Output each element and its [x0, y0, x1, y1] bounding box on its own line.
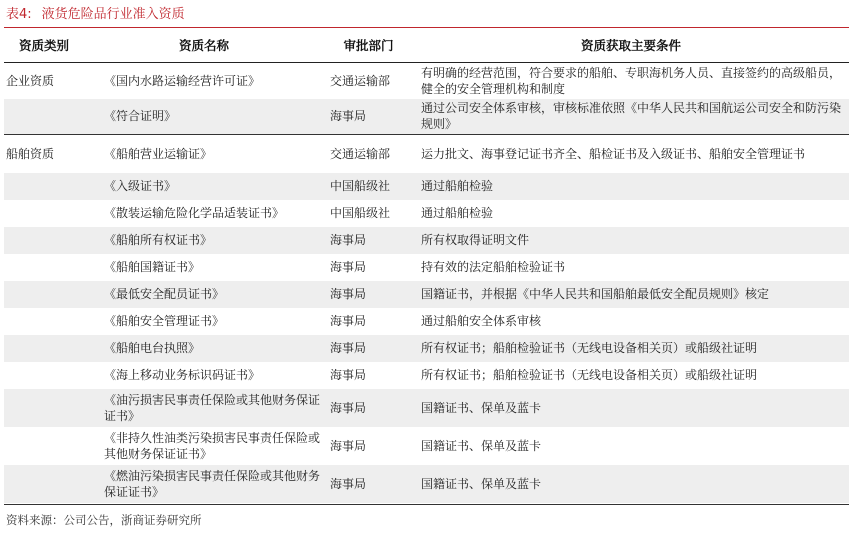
- cell-category: [4, 254, 84, 281]
- table-row: [4, 254, 849, 281]
- cell-dept: 交通运输部: [330, 73, 391, 88]
- header-category: 资质类别: [4, 28, 84, 63]
- table-row: [4, 362, 849, 389]
- cell-condition: 持有效的法定船舶检验证书: [421, 260, 566, 274]
- table-row: [4, 465, 849, 503]
- table-row: [4, 308, 849, 335]
- cell-dept: 海事局: [324, 465, 413, 503]
- cell-name: 《入级证书》: [84, 173, 324, 200]
- cell-name: 《船舶电台执照》: [84, 335, 324, 362]
- cell-condition: 所有权证书；船舶检验证书（无线电设备相关页）或船级社证明: [421, 368, 758, 382]
- cell-dept: 海事局: [330, 368, 367, 382]
- cell-dept: 海事局: [324, 389, 413, 427]
- cell-condition: 通过船舶检验: [413, 173, 849, 200]
- cell-dept: 交通运输部: [324, 135, 413, 173]
- cell-name: 《船舶国籍证书》: [104, 260, 201, 274]
- table-title: [6, 4, 185, 26]
- header-condition: 资质获取主要条件: [413, 28, 849, 63]
- cell-category: [4, 362, 84, 389]
- cell-condition: 所有权证书；船舶检验证书（无线电设备相关页）或船级社证明: [413, 335, 849, 362]
- cell-name: 《海上移动业务标识码证书》: [104, 368, 261, 382]
- table-row: [4, 135, 849, 173]
- cell-dept: 海事局: [330, 314, 367, 328]
- cell-condition: 通过船舶检验: [421, 206, 494, 220]
- cell-dept: 海事局: [330, 438, 367, 453]
- cell-dept: 中国船级社: [330, 206, 391, 220]
- cell-category: 船舶资质: [4, 135, 84, 173]
- cell-condition: 运力批文、海事登记证书齐全、船检证书及入级证书、船舶安全管理证书: [413, 135, 849, 173]
- cell-condition: 国籍证书、保单及蓝卡: [413, 389, 849, 427]
- cell-category: [4, 308, 84, 335]
- header-name: 资质名称: [84, 28, 324, 63]
- cell-category: 企业资质: [6, 73, 55, 88]
- cell-condition: 通过船舶安全体系审核: [421, 314, 542, 328]
- cell-dept: 海事局: [324, 227, 413, 254]
- table-row: [4, 389, 849, 427]
- cell-condition: 国籍证书，并根据《中华人民共和国船舶最低安全配员规则》核定: [413, 281, 849, 308]
- cell-category: [4, 465, 84, 503]
- cell-name: 《符合证明》: [84, 99, 324, 135]
- cell-condition: 有明确的经营范围，符合要求的船舶、专职海机务人员、直接签约的高级船员，健全的安全管理机构和制度: [421, 65, 842, 96]
- cell-condition: 通过公司安全体系审核，审核标准依照《中华人民共和国航运公司安全和防污染规则》: [413, 99, 849, 135]
- header-dept: 审批部门: [324, 28, 413, 63]
- cell-name: 《船舶安全管理证书》: [104, 314, 225, 328]
- table-row: [4, 281, 849, 308]
- cell-name: 《船舶所有权证书》: [84, 227, 324, 254]
- cell-name: 《燃油污染损害民事责任保险或其他财务保证证书》: [84, 465, 324, 503]
- cell-dept: 海事局: [324, 281, 413, 308]
- cell-dept: 中国船级社: [324, 173, 413, 200]
- qualification-table: [4, 28, 849, 503]
- table-title-text: 液货危险品行业准入资质: [41, 7, 185, 22]
- table-header-row: [4, 28, 849, 63]
- table-row: [4, 63, 849, 99]
- table-row: [4, 335, 849, 362]
- cell-condition: 国籍证书、保单及蓝卡: [421, 438, 542, 453]
- cell-category: [4, 99, 84, 135]
- source-note: 资料来源：公司公告，浙商证券研究所: [6, 513, 202, 527]
- table-row: [4, 427, 849, 465]
- cell-category: [4, 389, 84, 427]
- cell-name: 《非持久性油类污染损害民事责任保险或其他财务保证证书》: [104, 430, 321, 461]
- table-row: [4, 227, 849, 254]
- cell-name: 《船舶营业运输证》: [84, 135, 324, 173]
- cell-category: [4, 200, 84, 227]
- cell-category: [4, 281, 84, 308]
- table-number: 表4:: [6, 7, 32, 22]
- cell-category: [4, 335, 84, 362]
- cell-category: [4, 173, 84, 200]
- table-row: [4, 99, 849, 135]
- table-row: [4, 200, 849, 227]
- table-bottom-rule: [4, 504, 849, 505]
- cell-category: [4, 427, 84, 465]
- cell-name: 《国内水路运输经营许可证》: [104, 73, 261, 88]
- cell-condition: 国籍证书、保单及蓝卡: [413, 465, 849, 503]
- cell-name: 《散装运输危险化学品适装证书》: [104, 206, 285, 220]
- cell-dept: 海事局: [324, 335, 413, 362]
- cell-dept: 海事局: [330, 260, 367, 274]
- cell-name: 《最低安全配员证书》: [84, 281, 324, 308]
- cell-category: [4, 227, 84, 254]
- cell-condition: 所有权取得证明文件: [413, 227, 849, 254]
- cell-dept: 海事局: [324, 99, 413, 135]
- cell-name: 《油污损害民事责任保险或其他财务保证证书》: [84, 389, 324, 427]
- table-row: [4, 173, 849, 200]
